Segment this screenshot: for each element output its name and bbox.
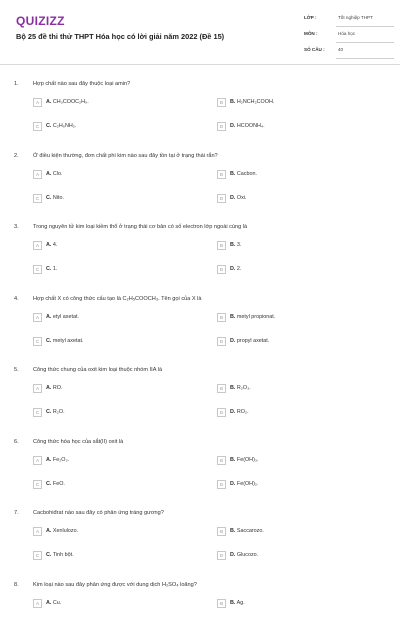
option-letter-box[interactable]: B bbox=[217, 599, 226, 608]
option-prefix: A. bbox=[46, 313, 52, 320]
option-letter-box[interactable]: A bbox=[33, 384, 42, 393]
question-item bbox=[0, 207, 400, 279]
option-value: Saccarozo. bbox=[236, 528, 264, 534]
option-prefix: A. bbox=[46, 528, 52, 534]
question-number: 8. bbox=[14, 581, 19, 588]
option-letter-box[interactable]: B bbox=[217, 241, 226, 250]
option-text bbox=[230, 171, 257, 177]
option-value: R₂O. bbox=[52, 409, 65, 415]
option-text bbox=[46, 99, 89, 105]
option-letter-box[interactable]: A bbox=[33, 170, 42, 179]
answer-option[interactable] bbox=[33, 170, 183, 180]
option-letter-box[interactable]: D bbox=[217, 480, 226, 489]
option-value: Cacbon. bbox=[236, 170, 257, 177]
option-value: 4. bbox=[52, 242, 58, 248]
meta-underline bbox=[336, 58, 394, 59]
option-text bbox=[46, 195, 64, 201]
option-text bbox=[46, 552, 74, 558]
option-prefix: D. bbox=[230, 194, 236, 201]
answer-option[interactable] bbox=[217, 337, 367, 347]
option-prefix: A. bbox=[46, 456, 52, 463]
option-value: etyl axetat. bbox=[52, 313, 79, 320]
worksheet-title: Bộ 25 đề thi thử THPT Hóa học có lời giải năm 2022 (Đề 15) bbox=[16, 32, 225, 41]
option-letter-box[interactable]: B bbox=[217, 384, 226, 393]
question-item bbox=[0, 565, 400, 637]
answer-option[interactable] bbox=[33, 337, 183, 347]
question-text: Hợp chất X có công thức cấu tạo là C₂H₅COOCH₃. Tên gọi của X là bbox=[33, 295, 202, 302]
option-value: metyl axetat. bbox=[52, 337, 84, 344]
option-value: Glucozo. bbox=[236, 552, 259, 558]
option-prefix: B. bbox=[230, 99, 236, 105]
option-prefix: C. bbox=[46, 266, 52, 272]
answer-option[interactable] bbox=[217, 456, 367, 466]
question-text: Hợp chất nào sau đây thuộc loại amin? bbox=[33, 81, 131, 87]
option-text bbox=[230, 481, 258, 487]
question-item bbox=[0, 64, 400, 136]
option-value: Tinh bột. bbox=[52, 552, 74, 558]
option-text bbox=[230, 195, 247, 201]
option-value: R₂O₃. bbox=[236, 385, 251, 391]
option-letter-box[interactable]: C bbox=[33, 265, 42, 274]
option-letter-box[interactable]: B bbox=[217, 456, 226, 465]
question-item bbox=[0, 493, 400, 565]
option-prefix: C. bbox=[46, 480, 52, 487]
option-prefix: B. bbox=[230, 313, 236, 320]
option-prefix: B. bbox=[230, 170, 236, 177]
meta-value: Hóa học bbox=[338, 31, 356, 36]
question-text: Trong nguyên tử kim loại kiềm thổ ở trạng thái cơ bản có số electron lớp ngoài cùng là bbox=[33, 224, 248, 230]
option-value: HCOONH₄. bbox=[236, 123, 265, 129]
option-text bbox=[46, 171, 63, 177]
question-number: 5. bbox=[14, 367, 19, 373]
option-letter-box[interactable]: A bbox=[33, 599, 42, 608]
option-prefix: D. bbox=[230, 409, 236, 415]
option-letter-box[interactable]: C bbox=[33, 194, 42, 203]
option-prefix: A. bbox=[46, 99, 52, 105]
meta-row-count bbox=[298, 44, 394, 60]
option-prefix: D. bbox=[230, 123, 236, 129]
answer-option[interactable] bbox=[217, 241, 367, 251]
option-letter-box[interactable]: C bbox=[33, 551, 42, 560]
option-prefix: A. bbox=[46, 385, 52, 391]
question-number: 1. bbox=[14, 81, 19, 87]
option-letter-box[interactable]: D bbox=[217, 122, 226, 131]
question-text: Kim loại nào sau đây phản ứng được với dung dịch H₂SO₄ loãng? bbox=[33, 581, 197, 588]
option-letter-box[interactable]: A bbox=[33, 313, 42, 322]
option-text bbox=[230, 385, 251, 391]
worksheet-header bbox=[0, 0, 400, 65]
option-text bbox=[46, 338, 83, 344]
answer-option[interactable] bbox=[33, 98, 183, 108]
option-letter-box[interactable]: D bbox=[217, 265, 226, 274]
question-item bbox=[0, 279, 400, 351]
option-value: Fe(OH)₃. bbox=[236, 456, 259, 463]
meta-row-class bbox=[298, 12, 394, 28]
option-letter-box[interactable]: B bbox=[217, 170, 226, 179]
question-text: Công thức hóa học của sắt(II) oxit là bbox=[33, 438, 124, 445]
option-value: C₂H₅NH₂. bbox=[52, 123, 77, 129]
worksheet-meta bbox=[298, 12, 394, 60]
option-value: Nito. bbox=[52, 194, 64, 201]
answer-option[interactable] bbox=[217, 551, 367, 561]
option-value: Xenlulozo. bbox=[52, 528, 79, 534]
answer-option[interactable] bbox=[33, 122, 183, 132]
option-letter-box[interactable]: C bbox=[33, 122, 42, 131]
option-text bbox=[46, 457, 69, 463]
option-text bbox=[46, 481, 65, 487]
answer-option[interactable] bbox=[33, 456, 183, 466]
option-value: Oxi. bbox=[236, 194, 247, 201]
option-prefix: D. bbox=[230, 266, 236, 272]
question-item bbox=[0, 422, 400, 494]
question-number: 7. bbox=[14, 510, 19, 516]
option-value: 2. bbox=[236, 266, 242, 272]
meta-label: LỚP : bbox=[304, 15, 317, 20]
option-letter-box[interactable]: D bbox=[217, 337, 226, 346]
question-text: Ở điều kiện thường, đơn chất phi kim nào sau đây tồn tại ở trạng thái rắn? bbox=[33, 152, 218, 159]
option-value: metyl propionat. bbox=[236, 313, 276, 320]
option-value: 3. bbox=[236, 242, 242, 248]
answer-option[interactable] bbox=[33, 241, 183, 251]
option-prefix: A. bbox=[46, 599, 52, 606]
option-prefix: A. bbox=[46, 170, 52, 177]
option-value: Fe₂O₃. bbox=[52, 456, 70, 463]
option-text bbox=[230, 99, 274, 105]
question-text: Công thức chung của oxit kim loại thuộc nhóm IIA là bbox=[33, 367, 163, 373]
option-value: RO₂. bbox=[236, 409, 249, 415]
option-letter-box[interactable]: A bbox=[33, 456, 42, 465]
option-text bbox=[46, 409, 65, 415]
option-text bbox=[230, 123, 265, 129]
option-prefix: D. bbox=[230, 552, 236, 558]
meta-label: MÔN : bbox=[304, 31, 318, 36]
option-prefix: B. bbox=[230, 599, 236, 606]
meta-row-subject bbox=[298, 28, 394, 44]
option-text bbox=[46, 266, 57, 272]
answer-option[interactable] bbox=[217, 98, 367, 108]
meta-label: SỐ CÂU : bbox=[304, 47, 325, 52]
option-value: propyl axetat. bbox=[236, 337, 270, 344]
option-text bbox=[46, 385, 63, 391]
meta-underline bbox=[336, 42, 394, 43]
option-prefix: B. bbox=[230, 528, 236, 534]
option-text bbox=[46, 242, 57, 248]
answer-option[interactable] bbox=[33, 194, 183, 204]
option-text bbox=[230, 338, 269, 344]
option-text bbox=[230, 552, 258, 558]
option-letter-box[interactable]: D bbox=[217, 551, 226, 560]
option-value: H₂NCH₂COOH. bbox=[236, 99, 275, 105]
answer-option[interactable] bbox=[217, 170, 367, 180]
option-text bbox=[46, 314, 79, 320]
option-value: FeO. bbox=[52, 480, 65, 487]
option-prefix: C. bbox=[46, 337, 52, 344]
question-item bbox=[0, 350, 400, 422]
option-prefix: C. bbox=[46, 409, 52, 415]
answer-option[interactable] bbox=[217, 122, 367, 132]
option-letter-box[interactable]: B bbox=[217, 527, 226, 536]
answer-option[interactable] bbox=[33, 384, 183, 394]
option-letter-box[interactable]: C bbox=[33, 337, 42, 346]
question-number: 4. bbox=[14, 295, 19, 302]
answer-option[interactable] bbox=[217, 313, 367, 323]
option-letter-box[interactable]: B bbox=[217, 313, 226, 322]
option-letter-box[interactable]: C bbox=[33, 408, 42, 417]
answer-option[interactable] bbox=[217, 527, 367, 537]
answer-option[interactable] bbox=[33, 265, 183, 275]
option-value: Fe(OH)₂. bbox=[236, 480, 259, 487]
option-text bbox=[46, 600, 61, 606]
option-text bbox=[230, 409, 249, 415]
answer-option[interactable] bbox=[217, 265, 367, 275]
option-text bbox=[46, 528, 78, 534]
question-number: 2. bbox=[14, 152, 19, 159]
answer-option[interactable] bbox=[217, 384, 367, 394]
question-number: 6. bbox=[14, 438, 19, 445]
option-letter-box[interactable]: B bbox=[217, 98, 226, 107]
answer-option[interactable] bbox=[33, 480, 183, 490]
option-prefix: C. bbox=[46, 123, 52, 129]
option-prefix: C. bbox=[46, 194, 52, 201]
option-text bbox=[230, 266, 241, 272]
question-text: Cacbohiđrat nào sau đây có phản ứng tráng gương? bbox=[33, 510, 164, 516]
option-prefix: B. bbox=[230, 385, 236, 391]
option-text bbox=[46, 123, 76, 129]
meta-underline bbox=[336, 26, 394, 27]
option-prefix: D. bbox=[230, 480, 236, 487]
option-prefix: B. bbox=[230, 242, 236, 248]
option-prefix: C. bbox=[46, 552, 52, 558]
option-value: CH₃COOC₂H₅. bbox=[52, 99, 89, 105]
answer-option[interactable] bbox=[217, 480, 367, 490]
option-text bbox=[230, 314, 275, 320]
option-value: Clo. bbox=[52, 170, 63, 177]
option-text bbox=[230, 457, 259, 463]
option-value: Cu. bbox=[52, 599, 62, 606]
option-text bbox=[230, 242, 241, 248]
option-letter-box[interactable]: D bbox=[217, 408, 226, 417]
question-number: 3. bbox=[14, 224, 19, 230]
answer-option[interactable] bbox=[217, 194, 367, 204]
option-text bbox=[230, 600, 245, 606]
answer-option[interactable] bbox=[33, 313, 183, 323]
meta-value: 40 bbox=[338, 47, 344, 52]
answer-option[interactable] bbox=[33, 408, 183, 418]
option-letter-box[interactable]: A bbox=[33, 241, 42, 250]
option-letter-box[interactable]: D bbox=[217, 194, 226, 203]
option-prefix: D. bbox=[230, 337, 236, 344]
option-letter-box[interactable]: A bbox=[33, 527, 42, 536]
answer-option[interactable] bbox=[217, 599, 367, 609]
answer-option[interactable] bbox=[217, 408, 367, 418]
question-item bbox=[0, 136, 400, 208]
answer-option[interactable] bbox=[33, 551, 183, 561]
option-prefix: B. bbox=[230, 456, 236, 463]
option-value: 1. bbox=[52, 266, 58, 272]
option-letter-box[interactable]: A bbox=[33, 98, 42, 107]
option-prefix: A. bbox=[46, 242, 52, 248]
option-value: Ag. bbox=[236, 599, 245, 606]
option-value: RO. bbox=[52, 385, 63, 391]
quizizz-logo: QUIZIZZ bbox=[16, 14, 65, 28]
answer-option[interactable] bbox=[33, 527, 183, 537]
meta-value: Tốt nghiệp THPT bbox=[338, 15, 373, 20]
option-letter-box[interactable]: C bbox=[33, 480, 42, 489]
answer-option[interactable] bbox=[33, 599, 183, 609]
option-text bbox=[230, 528, 264, 534]
